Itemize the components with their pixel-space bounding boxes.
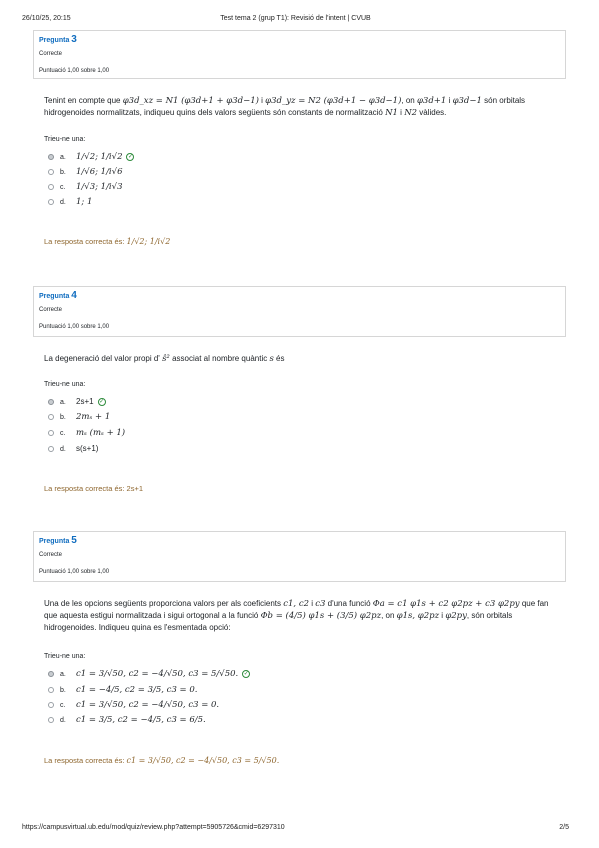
- radio-button-selected[interactable]: [48, 399, 54, 405]
- question-state: Correcte: [39, 552, 63, 558]
- answer-option[interactable]: a. c1 = 3/√50, c2 = −4/√50, c3 = 5/√50. ✓: [48, 668, 250, 680]
- radio-button[interactable]: [48, 169, 54, 175]
- answer-option[interactable]: b. 1/√6; 1/i√6: [48, 166, 122, 178]
- question-number: Pregunta 5: [39, 535, 77, 546]
- question-number: Pregunta 3: [39, 34, 77, 45]
- radio-button[interactable]: [48, 199, 54, 205]
- answer-option[interactable]: c. mₛ (mₛ + 1): [48, 427, 125, 439]
- check-circle-icon: ✓: [127, 153, 133, 160]
- answer-prompt: Trieu-ne una:: [44, 653, 86, 660]
- print-datetime: 26/10/25, 20:15: [22, 15, 71, 22]
- question-text: Una de les opcions següents proporciona valors per als coeficients c1, c2 i c3 d'una funció Φa = c1 φ1s + c2 φ2pz + c3 φ2py que fan que aquesta estigui normalitzada i sigui ortogonal a la funció Φb = (4/5) φ1s + (3/5) φ2pz, on φ1s, φ2pz i φ2py, són orbitals hidrogenoides. Indiqueu quina es l'esmentada opció:: [44, 599, 549, 632]
- radio-button[interactable]: [48, 702, 54, 708]
- question-grade: Puntuació 1,00 sobre 1,00: [39, 68, 110, 74]
- radio-button-selected[interactable]: [48, 671, 54, 677]
- question-number: Pregunta 4: [39, 290, 77, 301]
- answer-option[interactable]: d. c1 = 3/5, c2 = −4/5, c3 = 6/5.: [48, 714, 206, 726]
- radio-button[interactable]: [48, 687, 54, 693]
- question-text: La degeneració del valor propi d' ŝ² associat al nombre quàntic s és: [44, 354, 285, 364]
- question-state: Correcte: [39, 307, 63, 313]
- answer-option[interactable]: a. 2s+1 ✓: [48, 396, 106, 408]
- print-page-title: Test tema 2 (grup T1): Revisió de l'intent | CVUB: [220, 15, 371, 22]
- question-state: Correcte: [39, 51, 63, 57]
- answer-option[interactable]: b. 2mₛ + 1: [48, 411, 110, 423]
- question-grade: Puntuació 1,00 sobre 1,00: [39, 569, 110, 575]
- radio-button[interactable]: [48, 414, 54, 420]
- radio-button-selected[interactable]: [48, 154, 54, 160]
- radio-button[interactable]: [48, 446, 54, 452]
- question-text: Tenint en compte que φ3d_xz = N1 (φ3d+1 + φ3d−1) i φ3d_yz = N2 (φ3d+1 − φ3d−1), on φ3d+1 i φ3d−1 són orbitals hidrogenoides normalitzats, indiqueu quins dels valors següents són constants de normalització N1 i N2 vàlides.: [44, 96, 526, 118]
- answer-option[interactable]: b. c1 = −4/5, c2 = 3/5, c3 = 0.: [48, 684, 197, 696]
- radio-button[interactable]: [48, 430, 54, 436]
- correct-answer-feedback: La resposta correcta és: c1 = 3/√50, c2 = −4/√50, c3 = 5/√50.: [44, 756, 280, 765]
- question-info-box: [33, 30, 566, 79]
- check-circle-icon: ✓: [99, 398, 105, 405]
- answer-prompt: Trieu-ne una:: [44, 381, 86, 388]
- check-circle-icon: ✓: [243, 670, 249, 677]
- answer-option[interactable]: d. s(s+1): [48, 443, 98, 455]
- answer-option[interactable]: c. 1/√3; 1/i√3: [48, 181, 122, 193]
- print-url: https://campusvirtual.ub.edu/mod/quiz/review.php?attempt=5905726&cmid=6297310: [22, 824, 285, 831]
- radio-button[interactable]: [48, 184, 54, 190]
- question-grade: Puntuació 1,00 sobre 1,00: [39, 324, 110, 330]
- correct-answer-feedback: La resposta correcta és: 1/√2; 1/i√2: [44, 237, 171, 246]
- answer-option[interactable]: a. 1/√2; 1/i√2 ✓: [48, 151, 134, 163]
- question-info-box: [33, 286, 566, 337]
- print-page-number: 2/5: [559, 824, 569, 831]
- question-info-box: [33, 531, 566, 582]
- correct-answer-feedback: La resposta correcta és: 2s+1: [44, 484, 144, 493]
- answer-option[interactable]: c. c1 = 3/√50, c2 = −4/√50, c3 = 0.: [48, 699, 219, 711]
- answer-option[interactable]: d. 1; 1: [48, 196, 92, 208]
- answer-prompt: Trieu-ne una:: [44, 136, 86, 143]
- radio-button[interactable]: [48, 717, 54, 723]
